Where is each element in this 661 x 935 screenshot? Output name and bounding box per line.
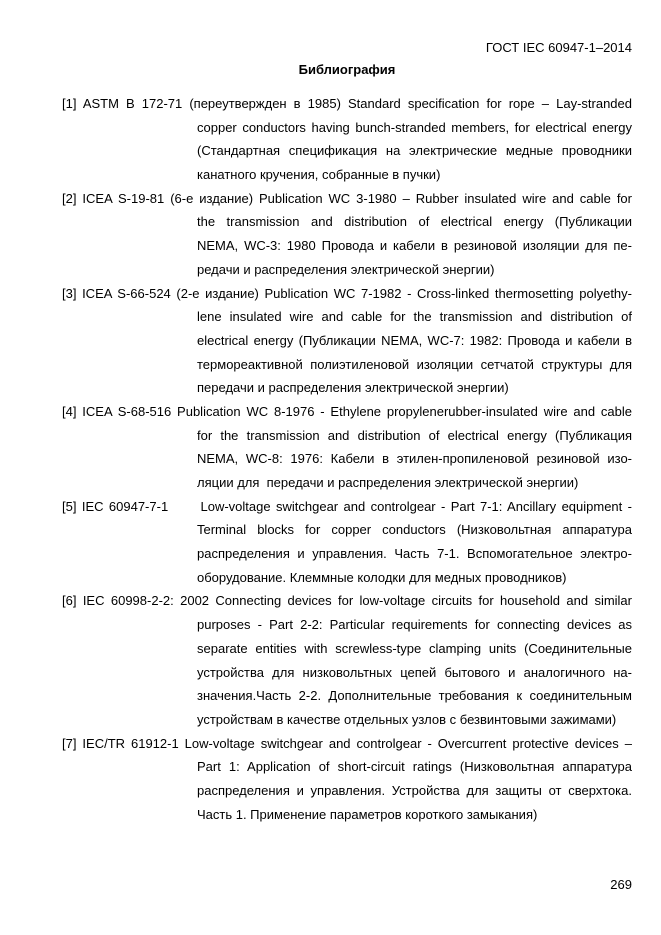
bibliography-list xyxy=(62,92,632,826)
bibliography-line: separate entities with screwless-type clamping units (Соединительные xyxy=(197,640,632,656)
bibliography-line: NEMA, WC-8: 1976: Кабели в этилен-пропиленовой резиновой изо- xyxy=(197,451,632,467)
bibliography-line: устройства для низковольтных цепей бытового и аналогичного на- xyxy=(197,664,632,680)
bibliography-entry xyxy=(62,187,632,282)
bibliography-entry xyxy=(62,400,632,495)
bibliography-line: NEMA, WC-3: 1980 Провода и кабели в резиновой изоляции для пе- xyxy=(197,238,632,254)
bibliography-entry xyxy=(62,282,632,400)
bibliography-line: передачи и распределения электрической энергии) xyxy=(197,380,509,396)
bibliography-line: [5] IEC 60947-7-1 Low-voltage switchgear and controlgear - Part 7-1: Ancillary equipment - xyxy=(62,498,632,514)
bibliography-line: purposes - Part 2-2: Particular requirements for connecting devices as xyxy=(197,617,632,633)
bibliography-line: [1] ASTM B 172-71 (переутвержден в 1985) Standard specification for rope – Lay-stranded xyxy=(62,96,632,111)
bibliography-line: (Стандартная спецификация на электрические медные проводники xyxy=(197,143,632,159)
bibliography-entry xyxy=(62,732,632,827)
bibliography-line: распределения и управления. Часть 7-1. Вспомогательное электро- xyxy=(197,546,632,562)
bibliography-line: electrical energy (Публикации NEMA, WC-7: 1982: Провода и кабели в xyxy=(197,332,632,348)
bibliography-line: оборудование. Клеммные колодки для медных проводников) xyxy=(197,569,567,585)
page-number: 269 xyxy=(610,877,632,892)
bibliography-entry xyxy=(62,589,632,731)
bibliography-line: устройствам в качестве отдельных узлов с безвинтовыми зажимами) xyxy=(197,711,617,727)
bibliography-line: [6] IEC 60998-2-2: 2002 Connecting devices for low-voltage circuits for household and similar xyxy=(62,593,632,609)
bibliography-line: значения.Часть 2-2. Дополнительные требования к соединительным xyxy=(197,688,632,704)
bibliography-line: Part 1: Application of short-circuit ratings (Низковольтная аппаратура xyxy=(197,759,632,775)
bibliography-line: for the transmission and distribution of electrical energy (Публикация xyxy=(197,427,632,443)
bibliography-line: распределения и управления. Устройства для защиты от сверхтока. xyxy=(197,782,632,798)
document-header-designation: ГОСТ IEC 60947-1–2014 xyxy=(485,40,632,55)
bibliography-line: редачи и распределения электрической энергии) xyxy=(197,261,495,277)
bibliography-line: copper conductors having bunch-stranded members, for electrical energy xyxy=(197,119,632,135)
bibliography-line: the transmission and distribution of electrical energy (Публикации xyxy=(197,214,632,230)
bibliography-line: [2] ICEA S-19-81 (6-е издание) Publication WC 3-1980 – Rubber insulated wire and cable for xyxy=(62,190,632,206)
bibliography-line: [3] ICEA S-66-524 (2-е издание) Publication WC 7-1982 - Cross-linked thermosetting polyethy- xyxy=(62,285,632,301)
bibliography-line: [7] IEC/TR 61912-1 Low-voltage switchgear and controlgear - Overcurrent protective devices – xyxy=(62,735,632,751)
page-title: Библиография xyxy=(298,62,396,77)
bibliography-line: Terminal blocks for copper conductors (Низковольтная аппаратура xyxy=(197,522,632,538)
bibliography-entry xyxy=(62,92,632,187)
bibliography-line: Часть 1. Применение параметров короткого замыкания) xyxy=(197,806,538,822)
bibliography-entry xyxy=(62,495,632,590)
bibliography-line: термореактивной полиэтиленовой изоляции сетчатой структуры для xyxy=(197,356,632,372)
bibliography-line: ляции для передачи и распределения электрической энергии) xyxy=(197,475,579,490)
bibliography-line: канатного кручения, собранные в пучки) xyxy=(197,167,441,183)
bibliography-line: lene insulated wire and cable for the transmission and distribution of xyxy=(197,309,632,325)
bibliography-line: [4] ICEA S-68-516 Publication WC 8-1976 - Ethylene propylenerubber-insulated wire and cable xyxy=(62,403,632,419)
